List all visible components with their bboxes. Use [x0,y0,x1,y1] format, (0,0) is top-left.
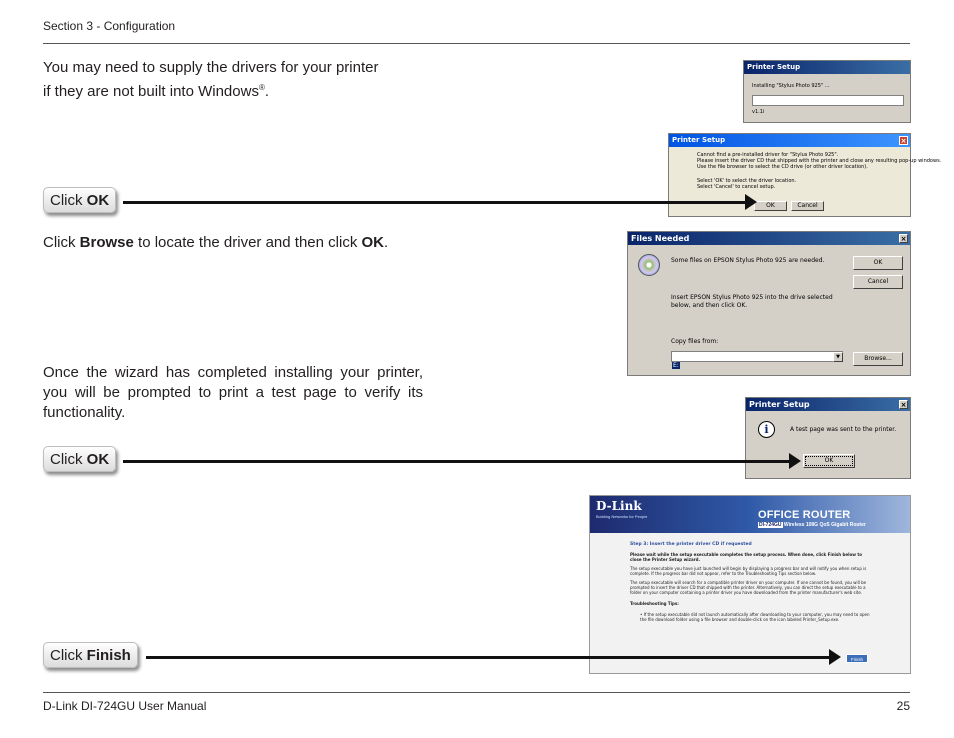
copy-files-value: E: [673,362,679,369]
printer-setup-installing-dialog [743,60,911,123]
router-banner [590,496,910,533]
info-icon: i [758,421,775,438]
browse-bold: Browse [79,234,134,251]
registered-mark: ® [258,83,265,92]
callout-text: Click [50,451,87,468]
close-icon[interactable]: × [900,235,907,243]
product-name: OFFICE ROUTER [758,509,851,521]
cd-icon [638,254,660,276]
copy-files-label: Copy files from: [671,338,719,345]
ok-button[interactable]: OK [803,454,855,468]
footer-rule [43,692,910,693]
browse-mid: to locate the driver and then click [133,234,362,251]
driver-message-line1: Cannot find a pre-installed driver for "Stylus Photo 925". [697,152,839,158]
progress-bar [752,95,904,106]
version-text: v1.1i [752,109,765,115]
driver-message-line3: Use the file browser to select the CD drive (or other driver location). [697,164,868,170]
tip-item: • If the setup executable did not launch automatically after downloading to your computer, you may need to open the file download folder using a file browser and double-click on the icon labeled Printer_Setup.exe. [640,612,870,622]
tips-title: Troubleshooting Tips: [630,601,679,606]
dialog-titlebar [746,398,910,411]
model-badge: DI-724GU [759,522,782,528]
copy-files-input[interactable] [671,351,843,369]
cancel-button[interactable]: Cancel [791,201,824,211]
driver-message-line5: Select 'Cancel' to cancel setup. [697,184,776,190]
callout-bold: OK [86,451,110,468]
browse-end: . [383,234,389,251]
finish-button[interactable]: Finish [846,654,868,663]
test-page-message: A test page was sent to the printer. [790,426,897,433]
paragraph-drivers [43,58,433,102]
callout-text: Click [50,647,87,664]
click-finish-callout [43,642,138,668]
router-setup-screen [589,495,911,674]
arrow-head-3 [829,649,841,665]
header-rule [43,43,910,44]
paragraph-test-page: Once the wizard has completed installing your printer, you will be prompted to print a test page to verify its functionality. [43,364,423,421]
dialog-titlebar [669,134,910,147]
callout-text: Click [50,192,87,209]
dialog-titlebar [744,61,910,74]
driver-message-line4: Select 'OK' to select the driver location. [697,178,797,184]
page-number: 25 [896,699,910,713]
dlink-tagline: Building Networks for People [596,514,648,519]
test-page-dialog [745,397,911,479]
browse-button[interactable]: Browse... [853,352,903,366]
paragraph-browse [43,233,463,253]
driver-message-line2: Please insert the driver CD that shipped with the printer and close any resulting pop-up windows. [697,158,942,164]
paragraph-drivers-line2: if they are not built into Windows [43,83,259,100]
arrow-head-1 [745,194,757,210]
router-paragraph-3: The setup executable will search for a compatible printer driver on your computer. If one cannot be found, you will be prompted to insert the driver CD that shipped with the printer. Alternatively, you can direct the setup executable to a folder on your computer containing a printer driver you have downloaded from the printer manufacturer's web site. [630,580,867,595]
callout-bold: OK [86,192,110,209]
dialog-title: Printer Setup [749,400,810,409]
dialog-title: Printer Setup [672,136,726,144]
arrow-line-1 [123,201,747,204]
arrow-head-2 [789,453,801,469]
files-message-1: Some files on EPSON Stylus Photo 925 are needed. [671,257,825,264]
paragraph-drivers-end: . [264,83,270,100]
close-icon[interactable]: × [900,401,907,409]
model-description: Wireless 108G QoS Gigabit Router [783,522,866,528]
driver-message [697,152,942,190]
dialog-title: Files Needed [631,234,690,243]
click-ok-callout-2 [43,446,116,472]
router-paragraph-2: The setup executable you have just launched will begin by displaying a progress bar and will notify you when setup is complete. If the progress bar did not appear, refer to the Troubleshooting Tips section below. [630,566,867,576]
callout-bold: Finish [86,647,131,664]
footer-manual-title: D-Link DI-724GU User Manual [43,699,207,713]
files-message-2: Insert EPSON Stylus Photo 925 into the drive selected below, and then click OK. [671,294,833,309]
dialog-titlebar [628,232,910,245]
product-model-row [758,522,866,528]
close-icon[interactable]: × [900,137,907,145]
router-paragraph-1: Please wait while the setup executable completes the setup process. When done, click Finish below to close the Printer Setup wizard. [630,552,862,562]
installing-text: Installing "Stylus Photo 925" ... [752,83,830,89]
cancel-button[interactable]: Cancel [853,275,903,289]
dlink-logo: D-Link [596,499,642,513]
dialog-title: Printer Setup [747,63,801,71]
arrow-line-3 [146,656,831,659]
ok-button[interactable]: OK [754,201,787,211]
click-ok-callout-1 [43,187,116,213]
paragraph-drivers-line1: You may need to supply the drivers for your printer [43,59,379,76]
step-title: Step 3: Insert the printer driver CD if requested [630,542,752,547]
chevron-down-icon[interactable]: ▼ [833,352,843,362]
printer-setup-driver-dialog [668,133,942,217]
browse-ok-bold: OK [361,234,384,251]
tip-text: If the setup executable did not launch automatically after downloading to your computer, you may need to open the file download folder using a file browser and double-click on the icon labeled Printer_Setup.exe. [640,612,870,622]
section-header: Section 3 - Configuration [43,19,176,33]
arrow-line-2 [123,460,791,463]
files-needed-dialog [627,231,911,376]
router-content [630,542,872,622]
browse-pre: Click [43,234,80,251]
ok-button[interactable]: OK [853,256,903,270]
